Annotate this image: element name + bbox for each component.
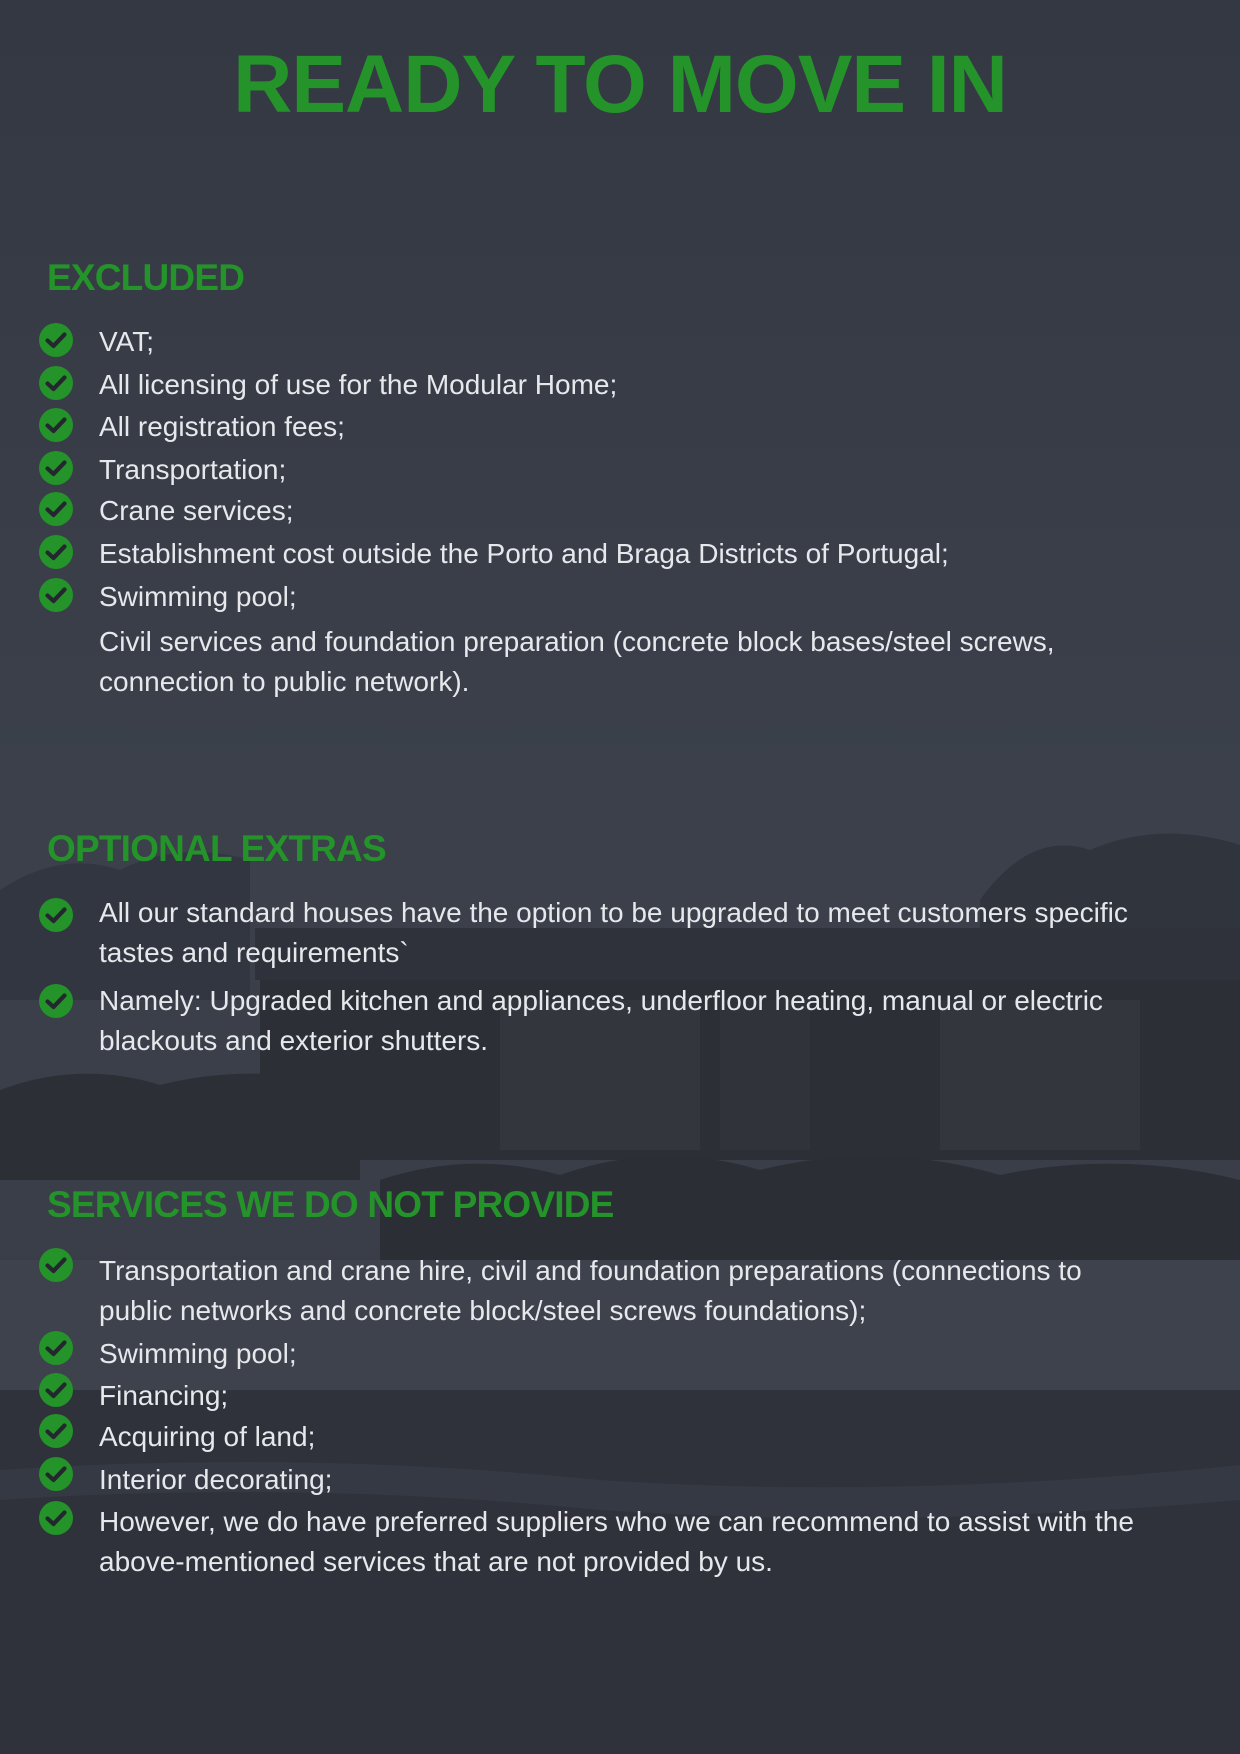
list-item-text: Swimming pool; <box>99 1338 297 1369</box>
check-circle-icon <box>38 365 74 401</box>
list-item-text: Transportation and crane hire, civil and foundation preparations (connections to public networks and concrete block/steel screws foundations); <box>99 1255 1082 1326</box>
list-item-text: Crane services; <box>99 495 294 526</box>
list-item-text: All licensing of use for the Modular Home; <box>99 369 618 400</box>
check-circle-icon <box>38 1372 74 1408</box>
section-heading: SERVICES WE DO NOT PROVIDE <box>47 1184 614 1225</box>
list-item-text: All registration fees; <box>99 411 345 442</box>
page-title: READY TO MOVE IN <box>233 39 1007 130</box>
check-circle-icon <box>38 577 74 613</box>
check-circle-icon <box>38 983 74 1019</box>
section-heading: EXCLUDED <box>47 257 245 298</box>
list-item-text: Namely: Upgraded kitchen and appliances, underfloor heating, manual or electric blackouts and exterior shutters. <box>99 985 1103 1056</box>
list-item-text: However, we do have preferred suppliers who we can recommend to assist with the above-mentioned services that are not provided by us. <box>99 1506 1134 1577</box>
list-item-text: Interior decorating; <box>99 1464 333 1495</box>
list-item-text: Acquiring of land; <box>99 1421 316 1452</box>
list-item-text: All our standard houses have the option to be upgraded to meet customers specific tastes and requirements` <box>99 897 1128 968</box>
check-circle-icon <box>38 407 74 443</box>
check-circle-icon <box>38 450 74 486</box>
check-circle-icon <box>38 1330 74 1366</box>
check-circle-icon <box>38 534 74 570</box>
section-heading: OPTIONAL EXTRAS <box>47 828 386 869</box>
check-circle-icon <box>38 1456 74 1492</box>
check-circle-icon <box>38 1500 74 1536</box>
list-item-text: VAT; <box>99 326 154 357</box>
list-item-text: Swimming pool; <box>99 581 297 612</box>
list-item-text: Transportation; <box>99 454 287 485</box>
list-item-text: Civil services and foundation preparation (concrete block bases/steel screws, connection to public network). <box>99 626 1055 697</box>
list-item-text: Financing; <box>99 1380 229 1411</box>
check-circle-icon <box>38 322 74 358</box>
check-circle-icon <box>38 1413 74 1449</box>
check-circle-icon <box>38 491 74 527</box>
check-circle-icon <box>38 1247 74 1283</box>
check-circle-icon <box>38 897 74 933</box>
list-item-text: Establishment cost outside the Porto and Braga Districts of Portugal; <box>99 538 949 569</box>
